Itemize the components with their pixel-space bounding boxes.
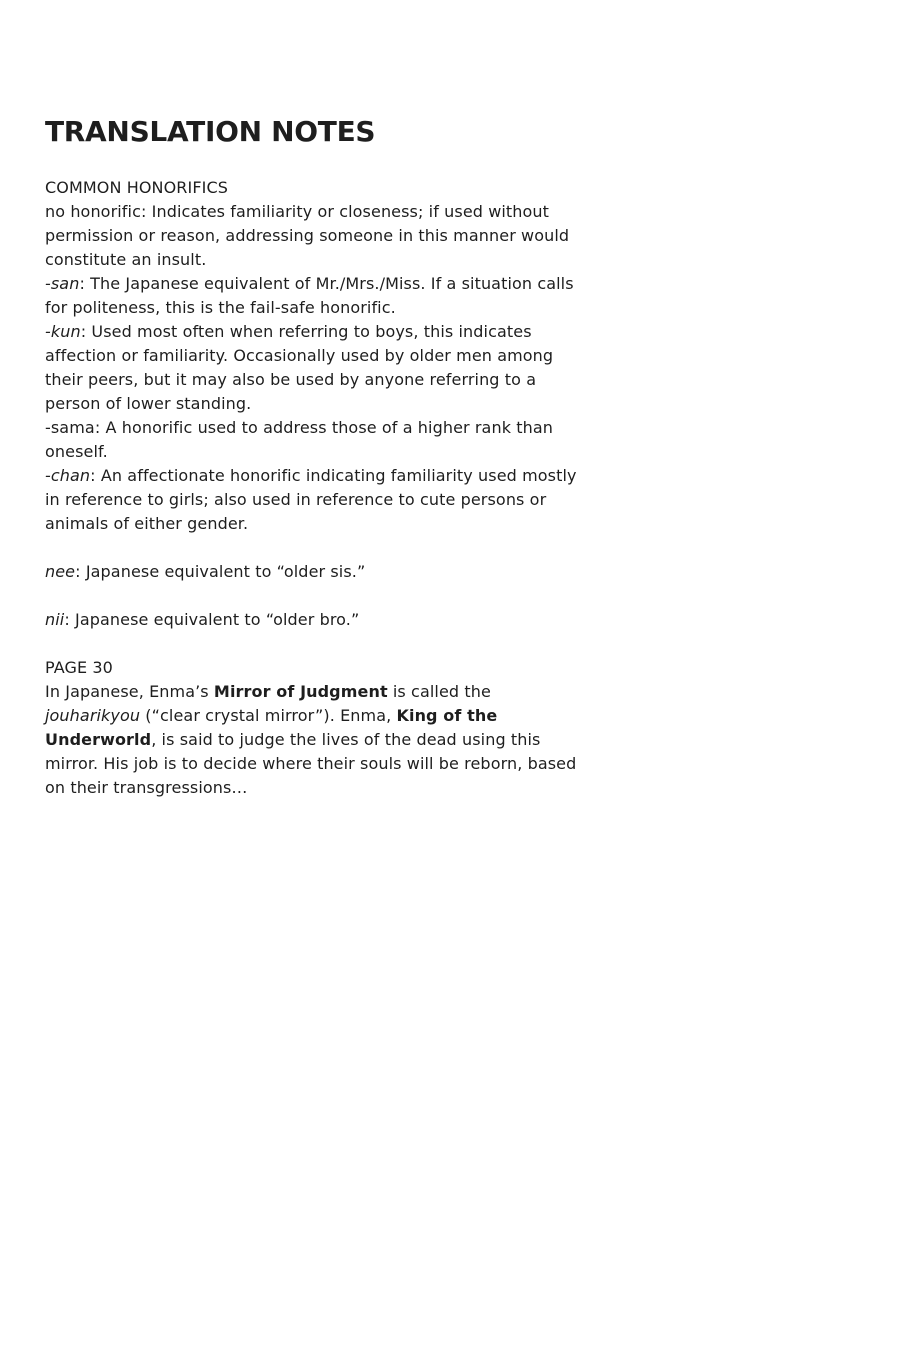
term-chan: -chan xyxy=(45,466,91,485)
term-sama: -sama xyxy=(45,418,95,437)
definition-chan: : An affectionate honorific indicating familiarity used mostly in reference to girls; also used in reference to cute persons or animals of either gender. xyxy=(45,466,577,533)
page30-bold-mirror: Mirror of Judgment xyxy=(213,682,388,701)
page-title: TRANSLATION NOTES xyxy=(45,115,376,148)
note-nee xyxy=(45,560,585,584)
page30-text-4: , is said to judge the lives of the dead using this mirror. His job is to decide where their souls will be reborn, based on their transgressions… xyxy=(45,730,577,797)
term-san: -san xyxy=(45,274,80,293)
note-nii xyxy=(45,608,585,632)
term-nee: nee xyxy=(45,562,76,581)
definition-san: : The Japanese equivalent of Mr./Mrs./Miss. If a situation calls for politeness, this is the fail-safe honorific. xyxy=(45,274,574,317)
term-nii: nii xyxy=(45,610,65,629)
honorifics-heading: COMMON HONORIFICS xyxy=(45,178,228,197)
note-sama xyxy=(45,416,585,464)
page30-italic-jouharikyou: jouharikyou xyxy=(45,706,141,725)
note-chan xyxy=(45,464,585,536)
definition-kun: : Used most often when referring to boys, this indicates affection or familiarity. Occasionally used by older men among their peers, but it may also be used by anyone referring to a person of lower standing. xyxy=(45,322,554,413)
definition-no-honorific: : Indicates familiarity or closeness; if used without permission or reason, addressing someone in this manner would constitute an insult. xyxy=(45,202,570,269)
definition-nii: : Japanese equivalent to “older bro.” xyxy=(64,610,360,629)
note-san xyxy=(45,272,585,320)
definition-sama: : A honorific used to address those of a higher rank than oneself. xyxy=(45,418,554,461)
page30-text-2: is called the xyxy=(387,682,491,701)
notes-content xyxy=(45,112,585,800)
page30-heading: PAGE 30 xyxy=(45,658,113,677)
page30-bold-king: King of the Underworld xyxy=(45,706,498,749)
term-no-honorific: no honorific xyxy=(45,202,141,221)
note-kun xyxy=(45,320,585,416)
term-kun: -kun xyxy=(45,322,81,341)
note-page30 xyxy=(45,680,585,800)
note-no-honorific xyxy=(45,200,585,272)
page30-text-1: In Japanese, Enma’s xyxy=(45,682,214,701)
page30-text-3: (“clear crystal mirror”). Enma, xyxy=(140,706,397,725)
definition-nee: : Japanese equivalent to “older sis.” xyxy=(75,562,366,581)
